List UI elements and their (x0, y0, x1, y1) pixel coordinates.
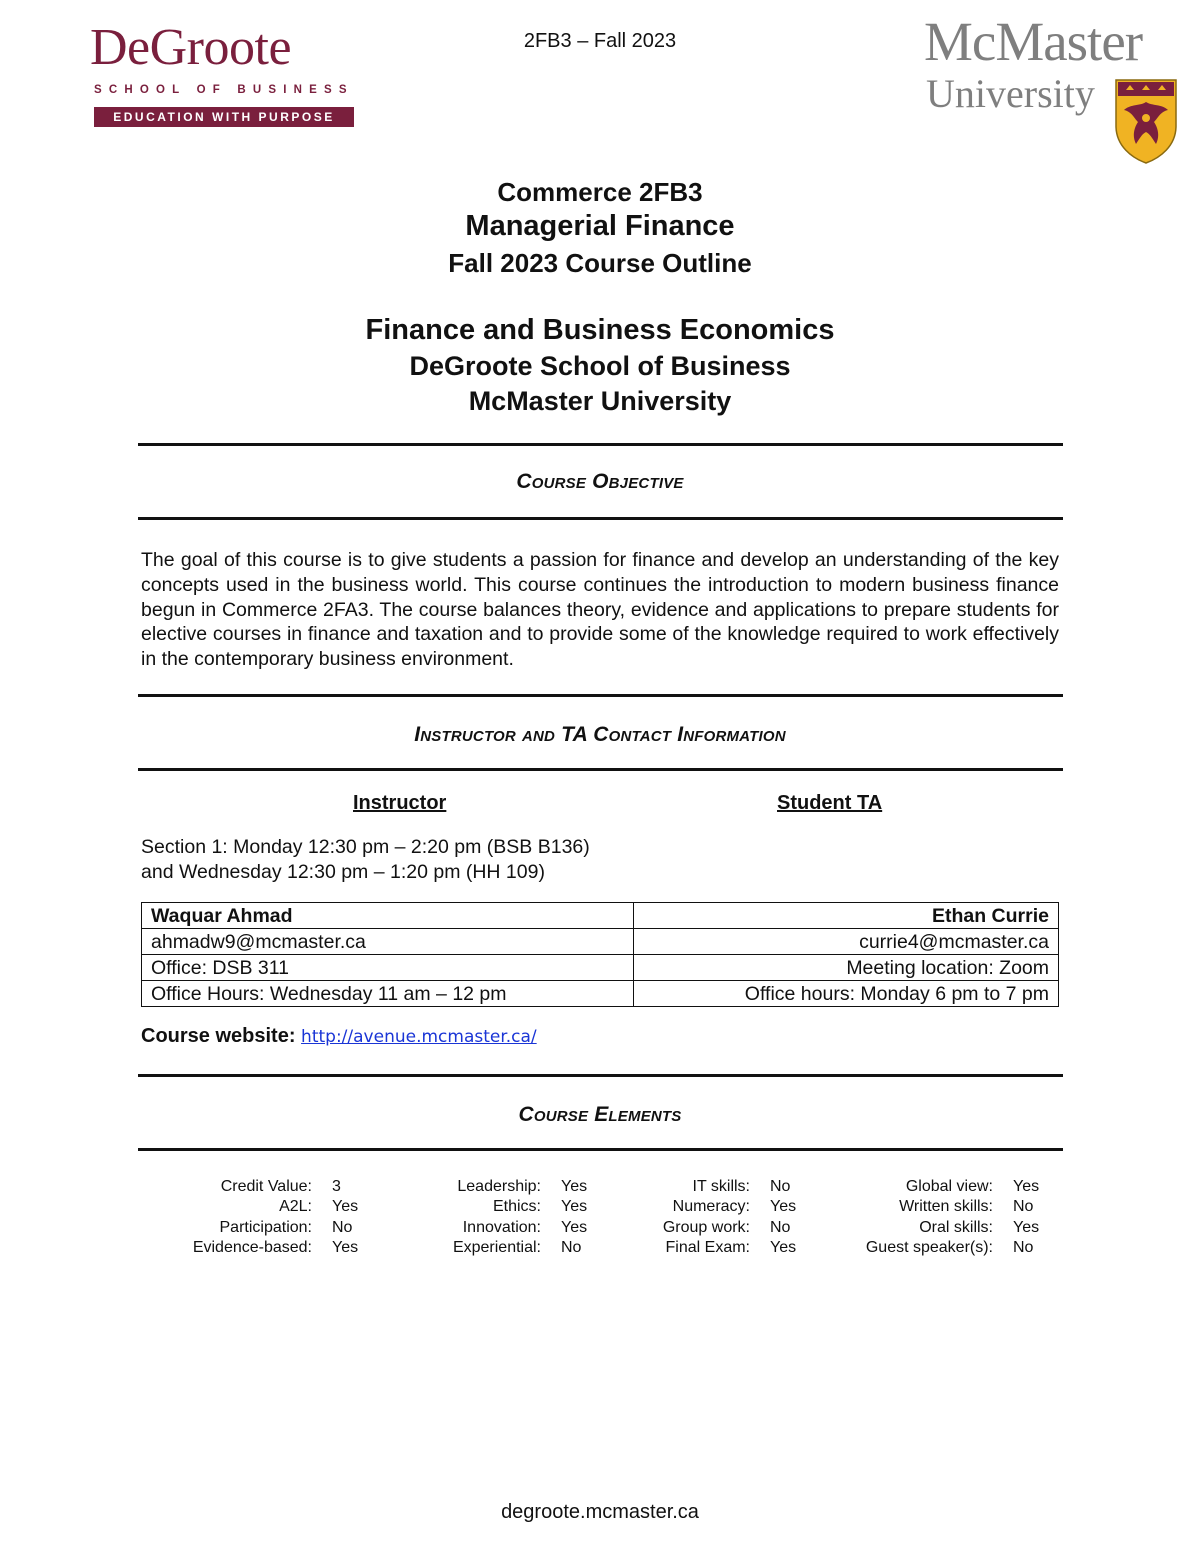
element-label: Credit Value: (220, 1178, 312, 1195)
course-elements-heading: Course Elements (518, 1103, 682, 1126)
element-item (630, 1238, 796, 1258)
element-label: Oral skills: (919, 1218, 993, 1236)
table-row (142, 981, 1059, 1007)
element-item (160, 1218, 358, 1238)
course-outline-title: Fall 2023 Course Outline (448, 248, 752, 278)
element-value: Yes (1013, 1178, 1040, 1195)
element-label: Experiential: (452, 1238, 541, 1256)
instructor-name: Waquar Ahmad (142, 903, 634, 929)
elements-column (420, 1177, 587, 1258)
element-label: Written skills: (899, 1198, 993, 1216)
element-value: No (770, 1218, 791, 1236)
mcmaster-logo (918, 10, 1186, 160)
mcmaster-logo-university: University (926, 71, 1095, 116)
element-value: Yes (332, 1198, 359, 1216)
element-label: Numeracy: (672, 1198, 750, 1216)
table-row (142, 903, 1059, 929)
table-row (142, 929, 1059, 955)
degroote-logo-name: DeGroote (90, 19, 292, 76)
student-ta-heading: Student TA (777, 792, 883, 814)
course-website-label: Course website: (141, 1025, 296, 1047)
element-item (420, 1177, 587, 1197)
element-item (160, 1238, 358, 1258)
element-value: Yes (561, 1218, 588, 1236)
degroote-logo-tagline: EDUCATION WITH PURPOSE (94, 107, 354, 127)
section-divider (138, 517, 1063, 520)
element-value: Yes (561, 1178, 588, 1195)
course-name-title: Managerial Finance (465, 210, 735, 242)
element-label: Leadership: (457, 1178, 541, 1195)
element-value: No (1013, 1198, 1034, 1216)
element-item (840, 1218, 1039, 1238)
element-label: Evidence-based: (192, 1238, 312, 1256)
table-row (142, 955, 1059, 981)
instructor-heading: Instructor (353, 792, 447, 814)
element-value: Yes (1013, 1218, 1040, 1236)
elements-column (840, 1177, 1039, 1258)
degroote-logo-school: SCHOOL OF BUSINESS (94, 84, 354, 96)
section-divider (138, 443, 1063, 446)
mcmaster-logo-name: McMaster (924, 11, 1143, 72)
ta-office-hours: Office hours: Monday 6 pm to 7 pm (634, 981, 1059, 1007)
section-divider (138, 1148, 1063, 1151)
element-value: No (770, 1178, 791, 1195)
element-value: No (1013, 1238, 1034, 1256)
elements-column (630, 1177, 796, 1258)
university-title: McMaster University (468, 386, 732, 416)
element-item (630, 1177, 796, 1197)
course-objective-heading: Course Objective (516, 470, 684, 493)
element-label: Participation: (219, 1218, 312, 1236)
ta-name: Ethan Currie (634, 903, 1059, 929)
element-value: Yes (332, 1238, 359, 1256)
mcmaster-crest-icon (1114, 78, 1178, 164)
element-item (160, 1177, 358, 1197)
element-label: A2L: (279, 1198, 312, 1216)
department-title: Finance and Business Economics (365, 314, 835, 346)
ta-email: currie4@mcmaster.ca (634, 929, 1059, 955)
element-value: Yes (770, 1238, 797, 1256)
course-website-link[interactable]: http://avenue.mcmaster.ca/ (301, 1027, 537, 1047)
contact-table (141, 902, 1059, 1007)
element-value: No (332, 1218, 353, 1236)
header-course-code: 2FB3 – Fall 2023 (523, 30, 677, 52)
instructor-office-hours: Office Hours: Wednesday 11 am – 12 pm (142, 981, 634, 1007)
element-label: Innovation: (462, 1218, 541, 1236)
course-website (141, 1025, 537, 1048)
school-title: DeGroote School of Business (409, 351, 791, 381)
element-item (840, 1197, 1039, 1217)
class-schedule-line: Section 1: Monday 12:30 pm – 2:20 pm (BSB B136) (141, 836, 590, 858)
element-item (420, 1197, 587, 1217)
section-divider (138, 694, 1063, 697)
section-divider (138, 1074, 1063, 1077)
element-value: 3 (332, 1178, 341, 1195)
element-label: Global view: (905, 1178, 993, 1195)
course-objective-text: The goal of this course is to give students a passion for finance and develop an understanding of the key concepts used in the business world. This course continues the introduction to modern business finance begun in Commerce 2FA3. The course balances theory, evidence and applications to prepare students for elective courses in finance and taxation and to provide some of the knowledge required to work effectively in the contemporary business environment. (141, 549, 1059, 671)
elements-column (160, 1177, 358, 1258)
section-divider (138, 768, 1063, 771)
element-item (630, 1197, 796, 1217)
contact-info-heading: Instructor and TA Contact Information (414, 723, 786, 746)
ta-meeting-location: Meeting location: Zoom (634, 955, 1059, 981)
element-item (840, 1177, 1039, 1197)
footer-url: degroote.mcmaster.ca (501, 1501, 699, 1523)
element-value: Yes (770, 1198, 797, 1216)
element-label: Ethics: (492, 1198, 541, 1216)
element-item (630, 1218, 796, 1238)
element-item (840, 1238, 1039, 1258)
element-item (420, 1238, 587, 1258)
element-value: No (561, 1238, 582, 1256)
element-item (420, 1218, 587, 1238)
instructor-email: ahmadw9@mcmaster.ca (142, 929, 634, 955)
element-label: Final Exam: (665, 1238, 750, 1256)
element-label: IT skills: (692, 1178, 750, 1195)
instructor-office: Office: DSB 311 (142, 955, 634, 981)
class-schedule-line: and Wednesday 12:30 pm – 1:20 pm (HH 109) (141, 861, 545, 883)
element-label: Guest speaker(s): (865, 1238, 993, 1256)
element-item (160, 1197, 358, 1217)
element-value: Yes (561, 1198, 588, 1216)
course-code-title: Commerce 2FB3 (497, 177, 703, 207)
element-label: Group work: (662, 1218, 750, 1236)
